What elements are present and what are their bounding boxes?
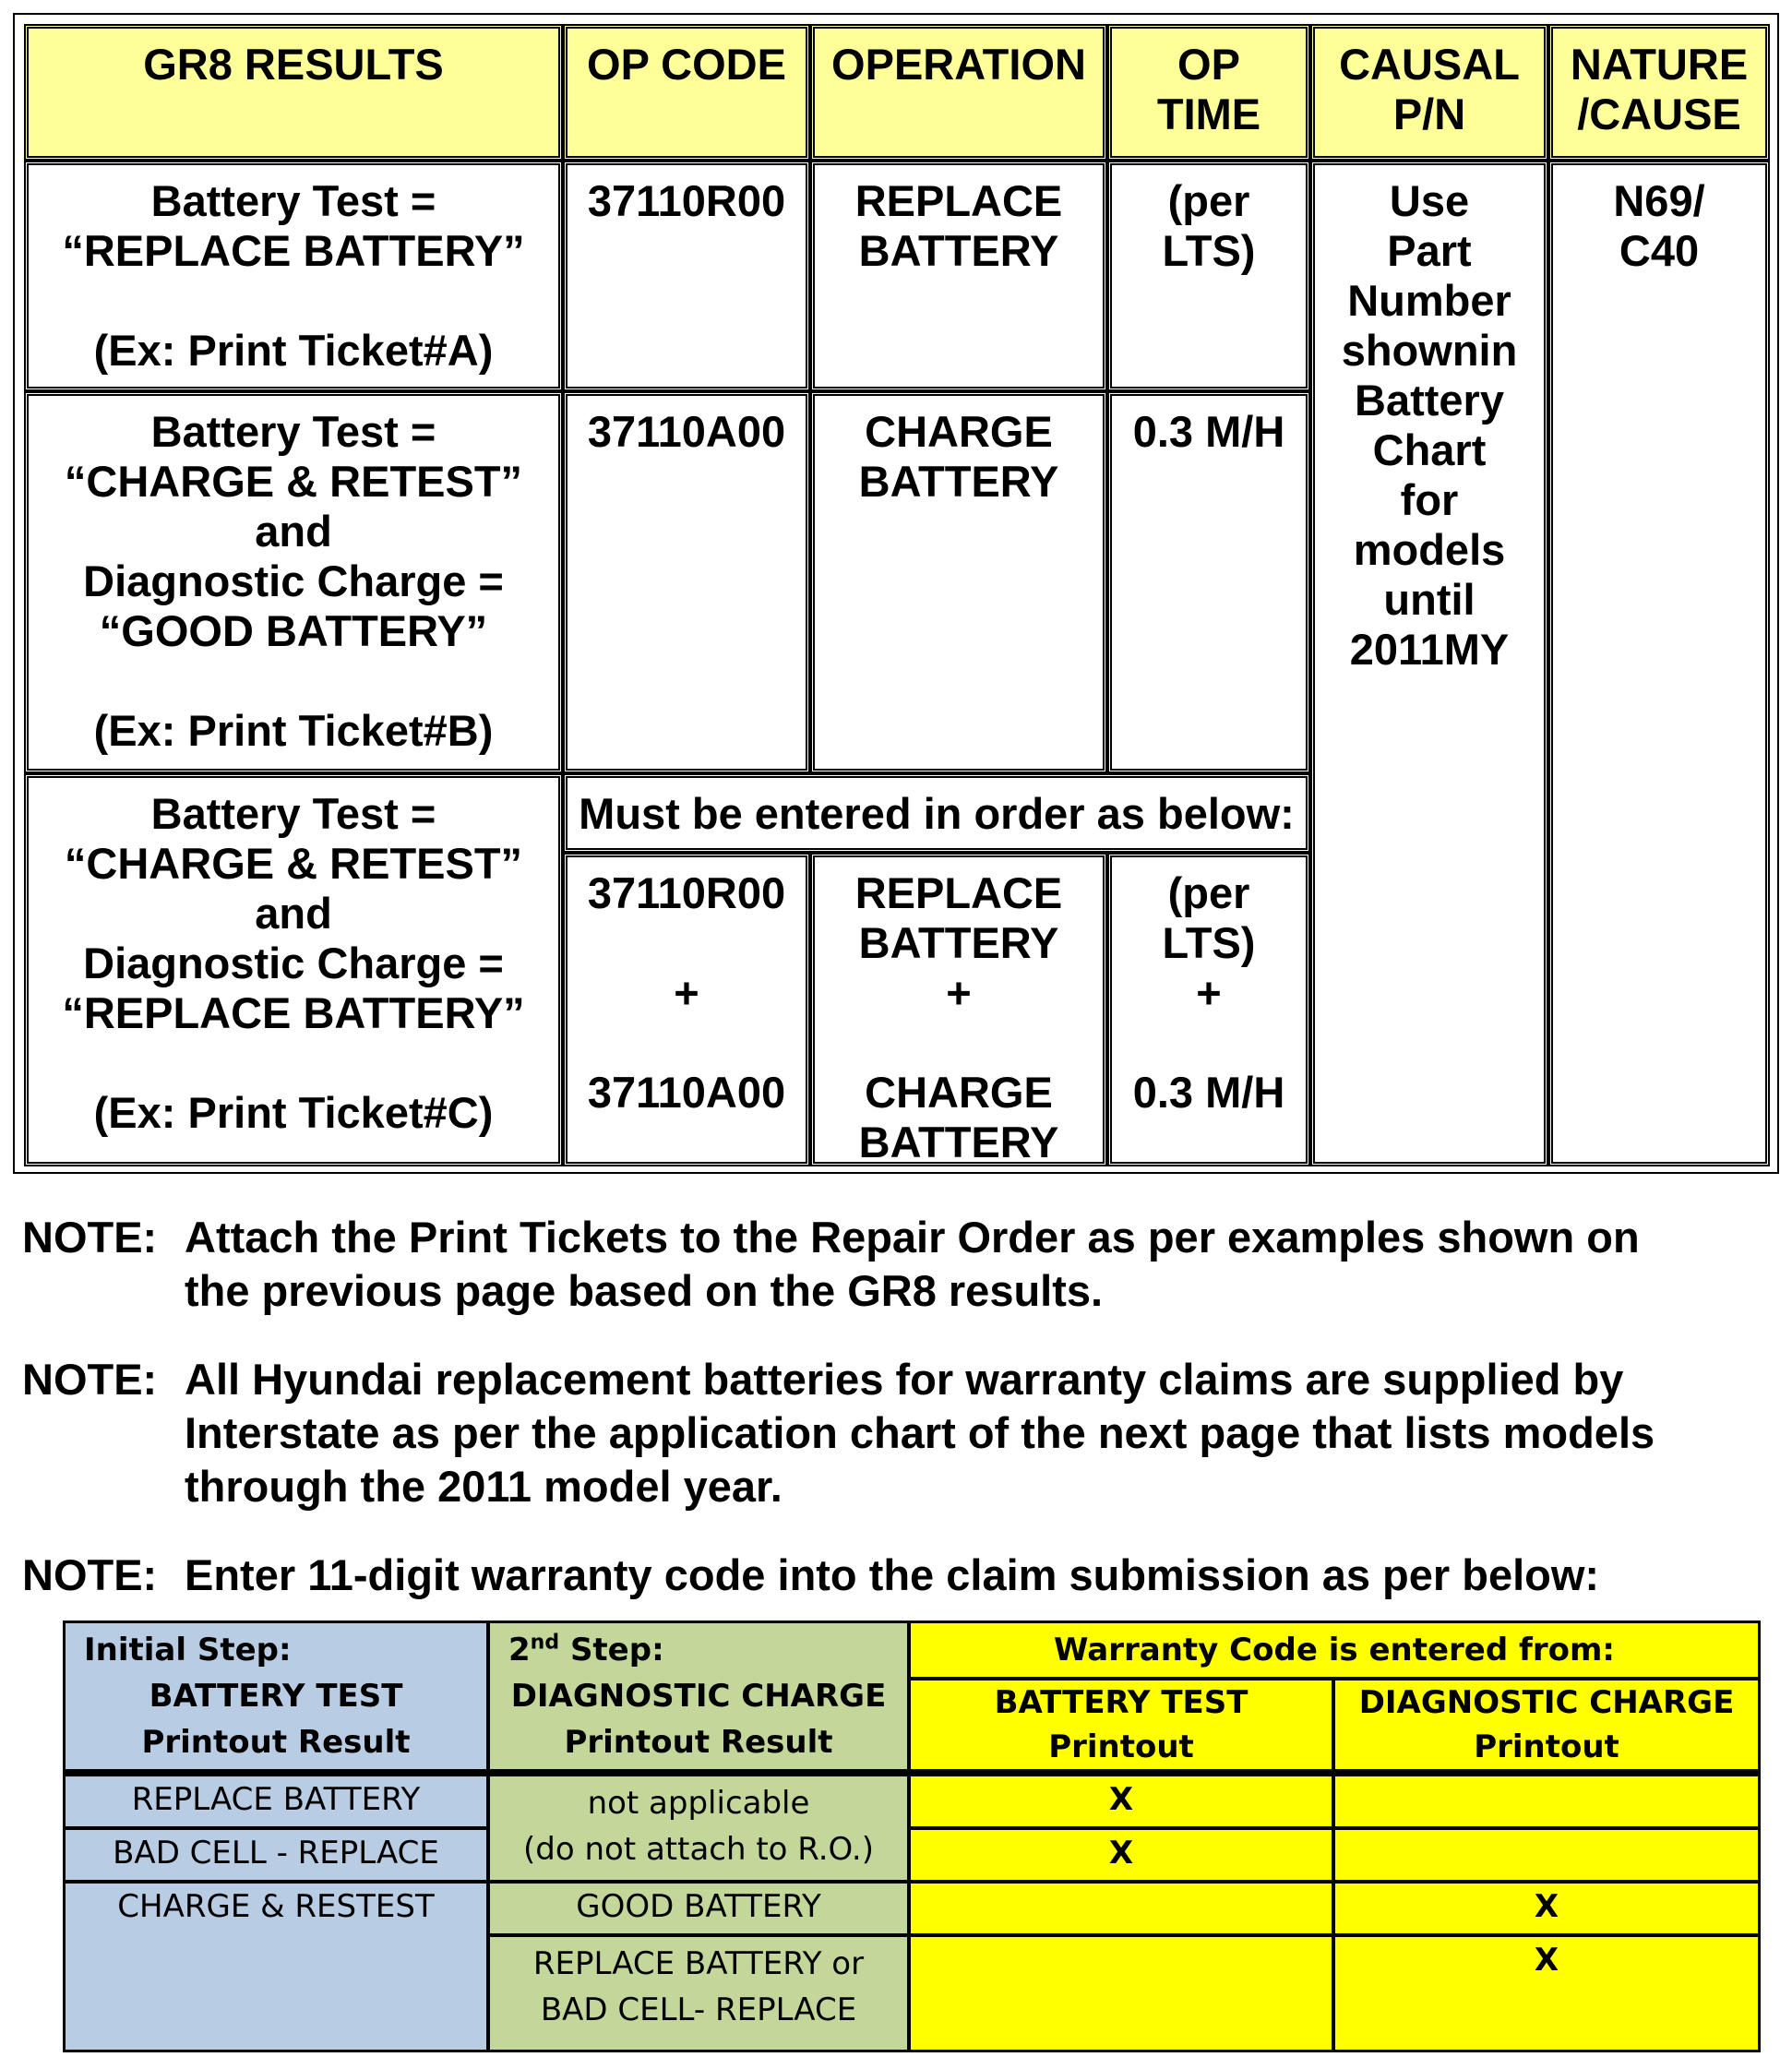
causal-pn-cell: Use Part Number shownin Battery Chart for models until 2011MY bbox=[1310, 161, 1548, 1166]
cell-good-battery: GOOD BATTERY bbox=[490, 1884, 907, 1933]
row-b-operation: CHARGE BATTERY bbox=[810, 391, 1107, 773]
header-operation: OPERATION bbox=[810, 24, 1107, 161]
mark-r2-diag-empty bbox=[1335, 1830, 1758, 1880]
header-entered-from: Warranty Code is entered from: bbox=[911, 1623, 1758, 1677]
mark-r3-diag-charge: X bbox=[1335, 1884, 1758, 1933]
row-c-op-time: (per LTS) + 0.3 M/H bbox=[1107, 853, 1310, 1166]
header-op-code: OP CODE bbox=[563, 24, 810, 161]
note-interstate-batteries: NOTE: All Hyundai replacement batteries for warranty claims are supplied by Interstate as per the application chart of the next page that lists models through the 2011 model year. bbox=[22, 1355, 1655, 1511]
row-b-result: Battery Test = “CHARGE & RETEST” and Diagnostic Charge = “GOOD BATTERY” (Ex: Print Ticket#B) bbox=[24, 391, 563, 773]
note-label: NOTE: bbox=[22, 1550, 158, 1599]
row-b-op-code: 37110A00 bbox=[563, 391, 810, 773]
row-charge-restest: CHARGE & RESTEST bbox=[66, 1884, 486, 2050]
mark-r1-battery-test: X bbox=[911, 1776, 1332, 1826]
row-bad-cell-replace: BAD CELL - REPLACE bbox=[66, 1830, 486, 1880]
row-b-op-time: 0.3 M/H bbox=[1107, 391, 1310, 773]
mark-r4-diag-charge: X bbox=[1335, 1937, 1758, 2050]
header-causal-pn: CAUSAL P/N bbox=[1310, 24, 1548, 161]
header-second-step: 2nd Step: DIAGNOSTIC CHARGE Printout Result bbox=[490, 1623, 907, 1769]
row-c-op-code: 37110R00 + 37110A00 bbox=[563, 853, 810, 1166]
mark-r4-bt-empty bbox=[911, 1937, 1332, 2050]
mark-r2-battery-test: X bbox=[911, 1830, 1332, 1880]
note-label: NOTE: bbox=[22, 1355, 158, 1404]
header-battery-test-printout: BATTERY TEST Printout bbox=[911, 1680, 1332, 1769]
row-c-operation: REPLACE BATTERY + CHARGE BATTERY bbox=[810, 853, 1107, 1166]
note-warranty-code: NOTE: Enter 11-digit warranty code into the claim submission as per below: bbox=[22, 1549, 1599, 1602]
header-op-time: OP TIME bbox=[1107, 24, 1310, 161]
header-nature-cause: NATURE /CAUSE bbox=[1548, 24, 1770, 161]
row-a-result: Battery Test = “REPLACE BATTERY” (Ex: Print Ticket#A) bbox=[24, 161, 563, 391]
row-a-operation: REPLACE BATTERY bbox=[810, 161, 1107, 391]
warranty-code-table bbox=[63, 1621, 1761, 2052]
row-c-result: Battery Test = “CHARGE & RETEST” and Diagnostic Charge = “REPLACE BATTERY” (Ex: Print Ticket#C) bbox=[24, 773, 563, 1166]
cell-not-applicable: not applicable (do not attach to R.O.) bbox=[490, 1776, 907, 1880]
header-gr8-results: GR8 RESULTS bbox=[24, 24, 563, 161]
gr8-results-table bbox=[13, 13, 1779, 1174]
header-diag-charge-printout: DIAGNOSTIC CHARGE Printout bbox=[1335, 1680, 1758, 1769]
note-label: NOTE: bbox=[22, 1213, 158, 1262]
mark-r3-bt-empty bbox=[911, 1884, 1332, 1933]
row-a-op-code: 37110R00 bbox=[563, 161, 810, 391]
cell-replace-or-bad-cell: REPLACE BATTERY or BAD CELL- REPLACE bbox=[490, 1937, 907, 2050]
note-attach-tickets: NOTE: Attach the Print Tickets to the Repair Order as per examples shown on the previous page based on the GR8 results. bbox=[22, 1213, 1640, 1315]
nature-cause-cell: N69/ C40 bbox=[1548, 161, 1770, 1166]
row-a-op-time: (per LTS) bbox=[1107, 161, 1310, 391]
row-replace-battery: REPLACE BATTERY bbox=[66, 1776, 486, 1826]
mark-r1-diag-empty bbox=[1335, 1776, 1758, 1826]
header-initial-step: Initial Step: BATTERY TEST Printout Result bbox=[66, 1623, 486, 1769]
row-c-order-note: Must be entered in order as below: bbox=[563, 773, 1310, 853]
